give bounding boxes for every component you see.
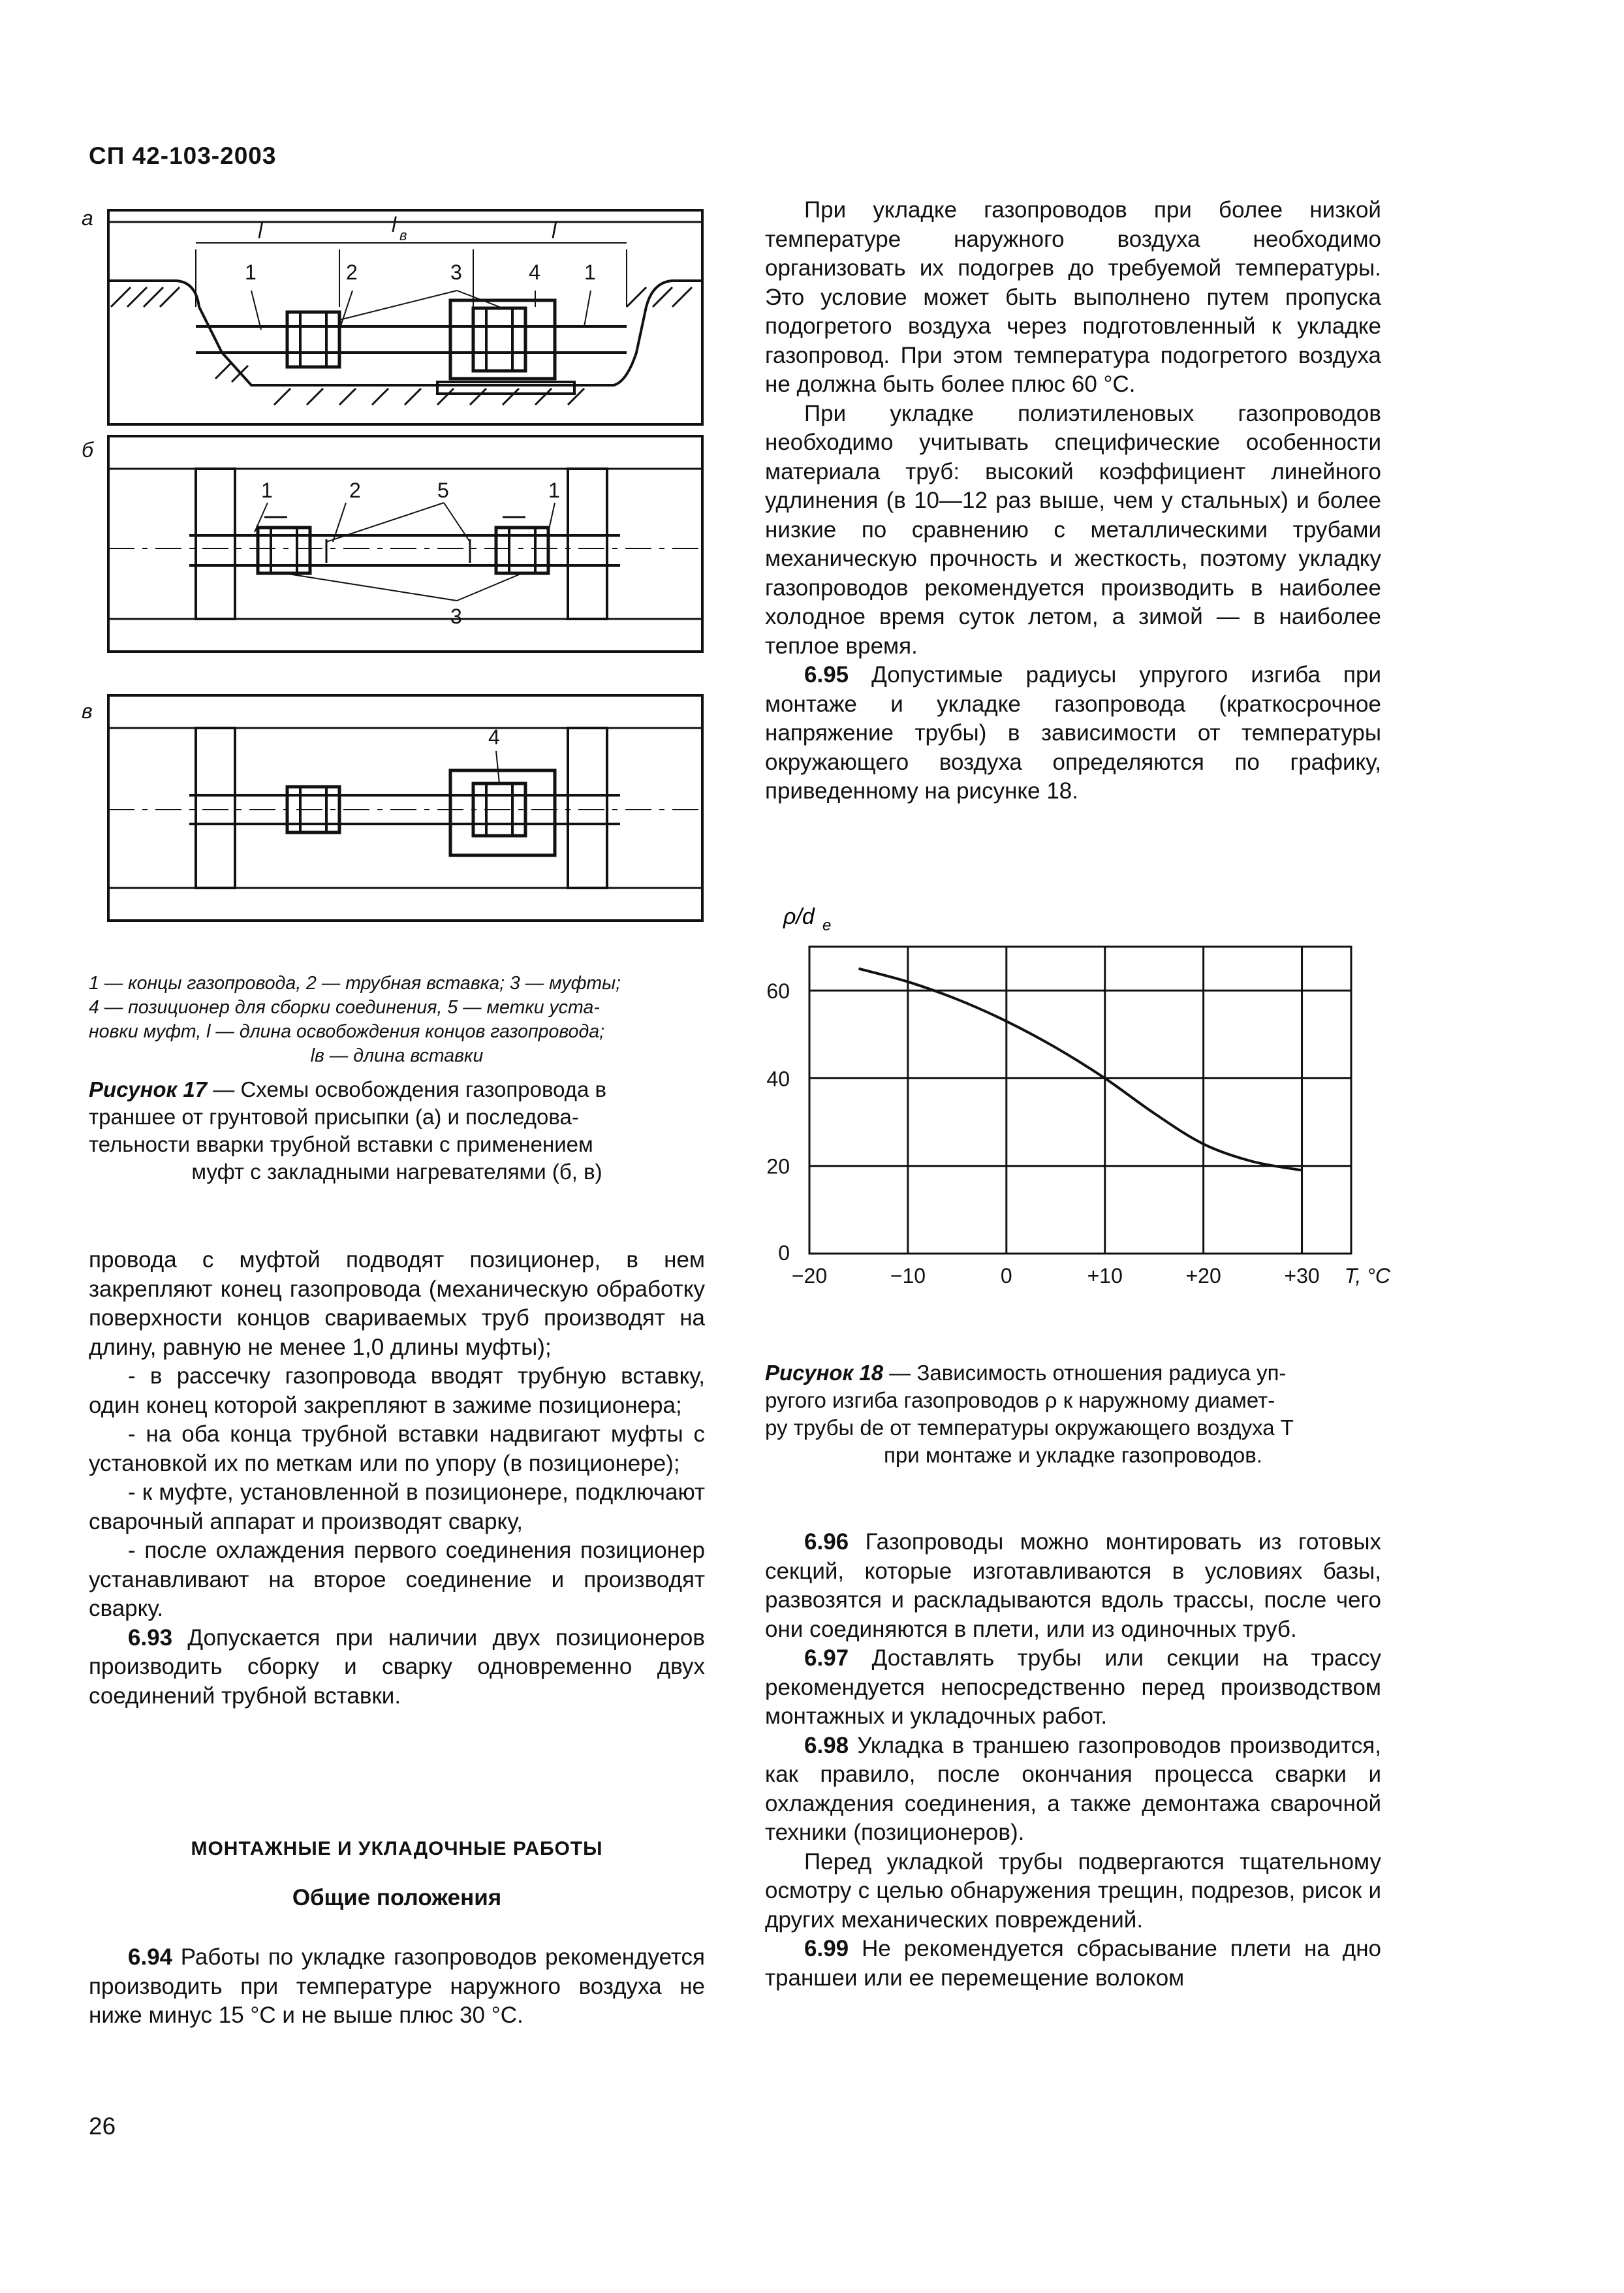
clause-number: 6.93 <box>128 1624 173 1651</box>
callout-a-1b: 1 <box>584 261 596 284</box>
caption-text: — Зависимость отношения радиуса уп- <box>883 1361 1287 1385</box>
legend-line: 4 — позиционер для сборки соединения, 5 — метки уста- <box>89 997 600 1018</box>
coupling <box>287 312 339 367</box>
paragraph: При укладке полиэтиленовых газопроводов необходимо учитывать специфические особенности материала труб: высокий коэффициент линейного удлинения (в 10—12 раз выше, чем у стальных) и более низкие по сравнению с металлическими трубами механическую прочность и жесткость, поэтому укладку газопроводов рекомендуется производить в наиболее холодное время суток летом, а зимой — в наиболее теплое время. <box>765 400 1381 659</box>
x-tick-label: +10 <box>1087 1264 1123 1288</box>
dim-l-insert: l <box>392 213 397 236</box>
caption-title: Рисунок 18 <box>765 1361 884 1385</box>
caption-text: при монтаже и укладке газопроводов. <box>884 1443 1262 1467</box>
panel-label-a: а <box>82 206 93 230</box>
callout-a-2: 2 <box>346 261 358 284</box>
paragraph <box>765 1644 1381 1732</box>
positioner <box>450 300 555 379</box>
paragraph: При укладке газопроводов при более низкой температуре наружного воздуха необходимо организовать их подогрев до требуемой температуры. Это условие может быть выполнено путем пропуска подогретого воздуха через подготовленный к укладке газопровод. При этом температура подогретого воздуха не должна быть более плюс 60 °С. <box>765 197 1381 397</box>
page-number: 26 <box>89 2113 116 2140</box>
trench-outline <box>108 281 702 385</box>
clause-text: Не рекомендуется сбрасывание плети на дно траншеи или ее перемещение волоком <box>765 1936 1381 1991</box>
callout-b-1: 1 <box>261 479 273 502</box>
panel-label-v: в <box>82 699 93 723</box>
caption-text: ругого изгиба газопроводов ρ к наружному диамет- <box>765 1388 1275 1412</box>
x-tick-label: −20 <box>791 1264 828 1288</box>
paragraph: - в рассечку газопровода вводят трубную вставку, один конец которой закрепляют в зажиме позиционера; <box>89 1363 705 1418</box>
paragraph <box>765 1528 1381 1644</box>
paragraph: - после охлаждения первого соединения позиционер устанавливают на второе соединение и производят сварку. <box>89 1538 705 1621</box>
right-column-bottom <box>765 1528 1381 1993</box>
paragraph: провода с муфтой подводят позиционер, в нем закрепляют конец газопровода (механическую обработку поверхности концов свариваемых труб производят на длину, равную не менее 1,0 длины муфты); <box>89 1247 705 1360</box>
paragraph <box>89 1943 705 2031</box>
subsection-heading: Общие положения <box>292 1885 502 1910</box>
legend-line: lв — длина вставки <box>310 1045 484 1066</box>
caption-text: тельности вварки трубной вставки с применением <box>89 1132 593 1156</box>
clause-text: Доставлять трубы или секции на трассу рекомендуется непосредственно перед производством монтажных и укладочных работ. <box>765 1645 1381 1729</box>
callout-a-4: 4 <box>529 261 540 284</box>
clause-number: 6.99 <box>804 1936 849 1961</box>
dim-l-right: l <box>552 219 557 243</box>
plot-frame <box>809 947 1351 1254</box>
clause-number: 6.97 <box>804 1645 849 1671</box>
y-tick-label: 60 <box>766 979 790 1004</box>
callout-b-3: 3 <box>450 605 462 628</box>
caption-text: траншее от грунтовой присыпки (а) и последова- <box>89 1105 579 1129</box>
figure-18-chart <box>751 901 1403 1306</box>
y-tick-label: 40 <box>766 1067 790 1091</box>
paragraph <box>765 661 1381 806</box>
callout-b-5: 5 <box>437 479 449 502</box>
callout-b-1b: 1 <box>548 479 560 502</box>
clause-number: 6.95 <box>804 662 849 688</box>
y-tick-label: 20 <box>766 1154 790 1178</box>
x-tick-label: +30 <box>1284 1264 1320 1288</box>
y-tick-label: 0 <box>778 1241 790 1265</box>
x-tick-label: −10 <box>890 1264 926 1288</box>
section-heading: МОНТАЖНЫЕ И УКЛАДОЧНЫЕ РАБОТЫ <box>191 1838 603 1859</box>
caption-text: муфт с закладными нагревателями (б, в) <box>191 1160 602 1184</box>
x-tick-label: +20 <box>1185 1264 1221 1288</box>
callout-a-1: 1 <box>245 261 257 284</box>
clause-text: Допускается при наличии двух позиционеров производить сборку и сварку одновременно двух соединений трубной вставки. <box>89 1624 705 1709</box>
document-code: СП 42-103-2003 <box>89 142 277 169</box>
caption-text: — Схемы освобождения газопровода в <box>207 1077 607 1101</box>
clause-number: 6.94 <box>128 1944 173 1970</box>
panel-label-b: б <box>82 438 93 462</box>
dim-l-left: l <box>258 219 263 243</box>
coupling <box>473 308 525 371</box>
callout-b-2: 2 <box>349 479 361 502</box>
y-axis-label-sub: e <box>822 917 832 934</box>
paragraph: - на оба конца трубной вставки надвигают муфты с установкой их по меткам или по упору (в позиционере); <box>89 1421 705 1476</box>
clause-text: Газопроводы можно монтировать из готовых секций, которые изготавливаются в условиях базы, развозятся и раскладываются вдоль трассы, после чего они соединяются в плети, или из одиночных труб. <box>765 1529 1381 1642</box>
clause-text: Работы по укладке газопроводов рекомендуется производить при температуре наружного воздуха не ниже минус 15 °С и не выше плюс 30 °С. <box>89 1944 705 2028</box>
figure-17-legend <box>89 972 705 1068</box>
clause-text: Допустимые радиусы упругого изгиба при монтаже и укладке газопровода (краткосрочное напряжение трубы) в зависимости от температуры окружающего воздуха определяются по графику, приведенному на рисунке 18. <box>765 662 1381 804</box>
right-column-top <box>765 196 1381 806</box>
legend-line: новки муфт, l — длина освобождения концов газопровода; <box>89 1021 604 1042</box>
x-tick-label: 0 <box>1000 1264 1012 1288</box>
figure-18-caption <box>765 1359 1381 1469</box>
caption-title: Рисунок 17 <box>89 1077 208 1101</box>
figure-17-caption <box>89 1076 705 1186</box>
paragraph <box>765 1732 1381 1848</box>
clause-number: 6.98 <box>804 1732 849 1758</box>
caption-text: ру трубы de от температуры окружающего воздуха T <box>765 1415 1294 1440</box>
clause-number: 6.96 <box>804 1529 849 1555</box>
paragraph <box>765 1935 1381 1993</box>
paragraph: - к муфте, установленной в позиционере, подключают сварочный аппарат и производят сварку, <box>89 1479 705 1534</box>
left-column-top <box>89 1246 705 1711</box>
series-line <box>858 969 1302 1171</box>
callout-a-3: 3 <box>450 261 462 284</box>
legend-line: 1 — концы газопровода, 2 — трубная вставка; 3 — муфты; <box>89 973 621 994</box>
left-column-bottom <box>89 1943 705 2031</box>
clause-text: Укладка в траншею газопроводов производится, как правило, после окончания процесса сварки и охлаждения соединения, а также демонтажа сварочной техники (позиционеров). <box>765 1732 1381 1845</box>
y-axis-label: ρ/d <box>783 904 815 929</box>
paragraph: Перед укладкой трубы подвергаются тщательному осмотру с целью обнаружения трещин, подрезов, рисок и других механических повреждений. <box>765 1848 1381 1933</box>
paragraph <box>89 1624 705 1711</box>
callout-v-4: 4 <box>488 725 500 749</box>
x-axis-label: T, °C <box>1344 1264 1390 1288</box>
dim-l-insert-sub: в <box>399 227 407 244</box>
